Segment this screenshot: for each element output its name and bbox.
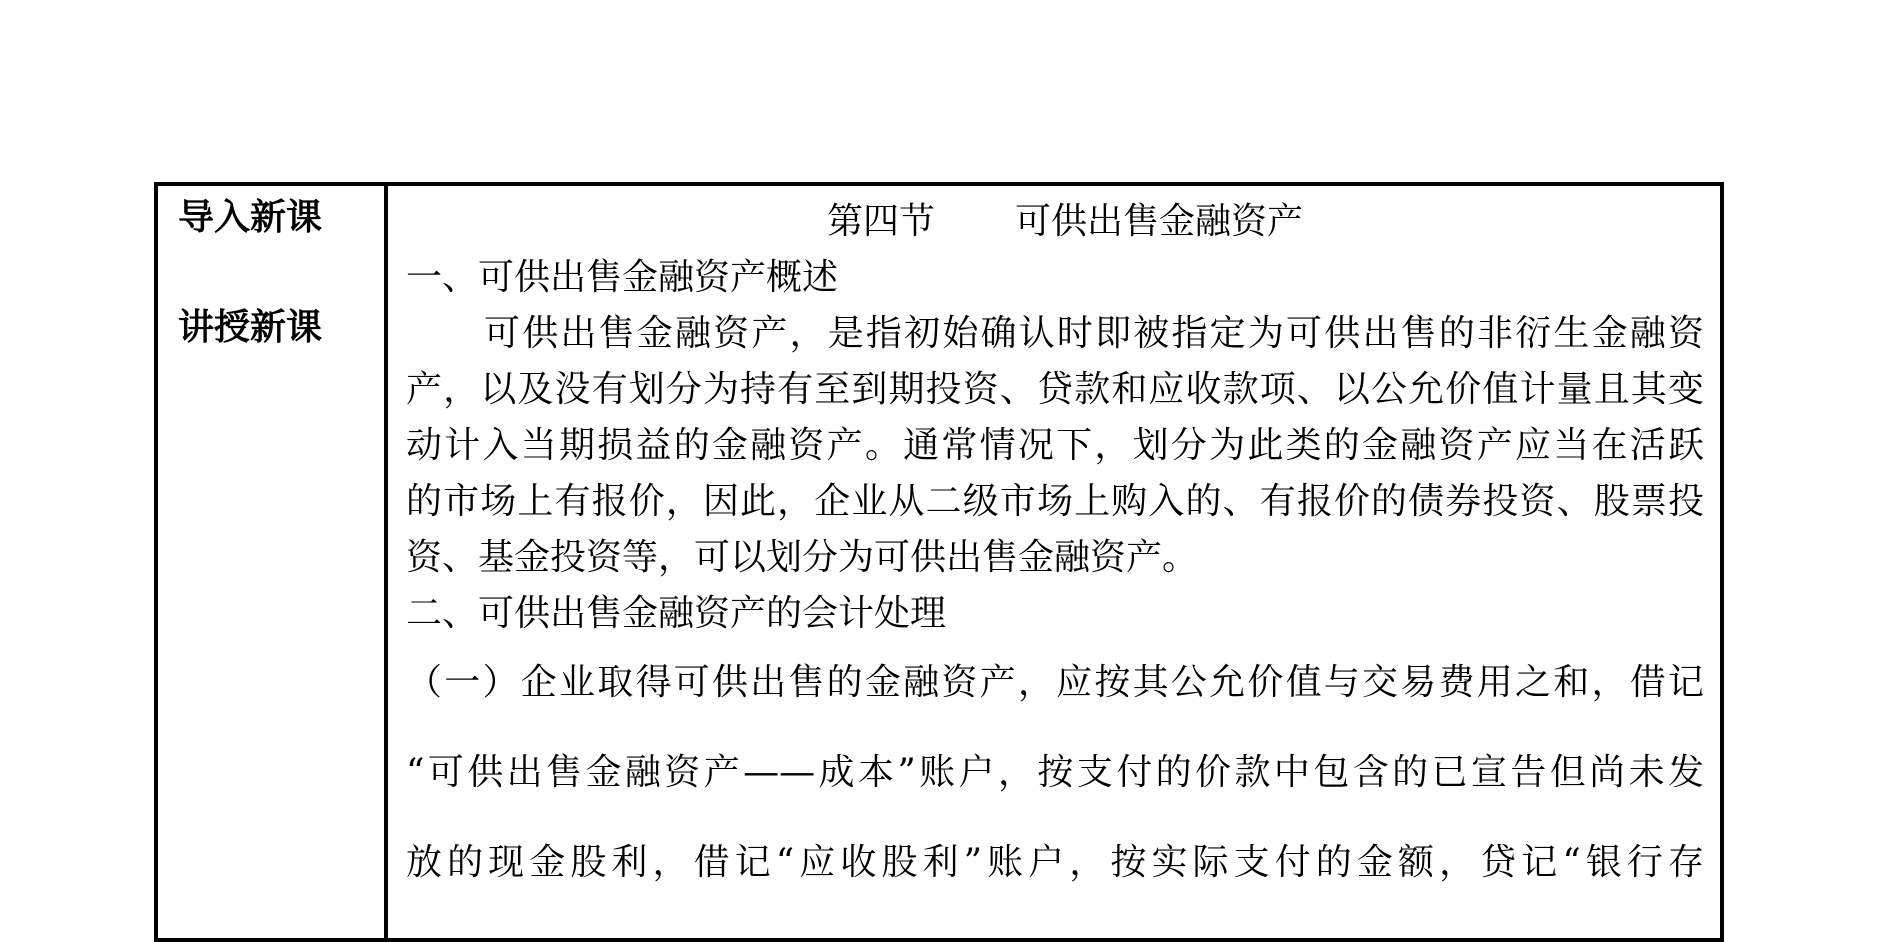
section-number: 第四节 (826, 201, 935, 242)
paragraph-line: 可供出售金融资产，是指初始确认时即被指定为可供出售的非衍生金融资 (484, 313, 1704, 354)
paragraph-line: “可供出售金融资产——成本”账户，按支付的价款中包含的已宣告但尚未发 (406, 752, 1704, 793)
paragraph-line: 产，以及没有划分为持有至到期投资、贷款和应收款项、以公允价值计量且其变 (406, 369, 1704, 410)
section-title (406, 194, 1704, 250)
paragraph-line: 放的现金股利，借记“应收股利”账户，按实际支付的金额，贷记“银行存 (406, 842, 1704, 883)
heading-accounting: 二、可供出售金融资产的会计处理 (406, 593, 947, 634)
label-teach: 讲授新课 (178, 307, 323, 348)
section-name: 可供出售金融资产 (1015, 201, 1304, 242)
lesson-table (154, 182, 1724, 942)
label-intro: 导入新课 (178, 197, 323, 238)
heading-overview: 一、可供出售金融资产概述 (406, 257, 839, 298)
paragraph-line: 动计入当期损益的金融资产。通常情况下，划分为此类的金融资产应当在活跃 (406, 425, 1704, 466)
paragraph-line: 资、基金投资等，可以划分为可供出售金融资产。 (406, 537, 1199, 578)
paragraph-line: 的市场上有报价，因此，企业从二级市场上购入的、有报价的债券投资、股票投 (406, 481, 1704, 522)
column-divider (384, 186, 388, 938)
content-cell (406, 194, 1704, 920)
paragraph-line: （一）企业取得可供出售的金融资产，应按其公允价值与交易费用之和，借记 (406, 662, 1704, 703)
